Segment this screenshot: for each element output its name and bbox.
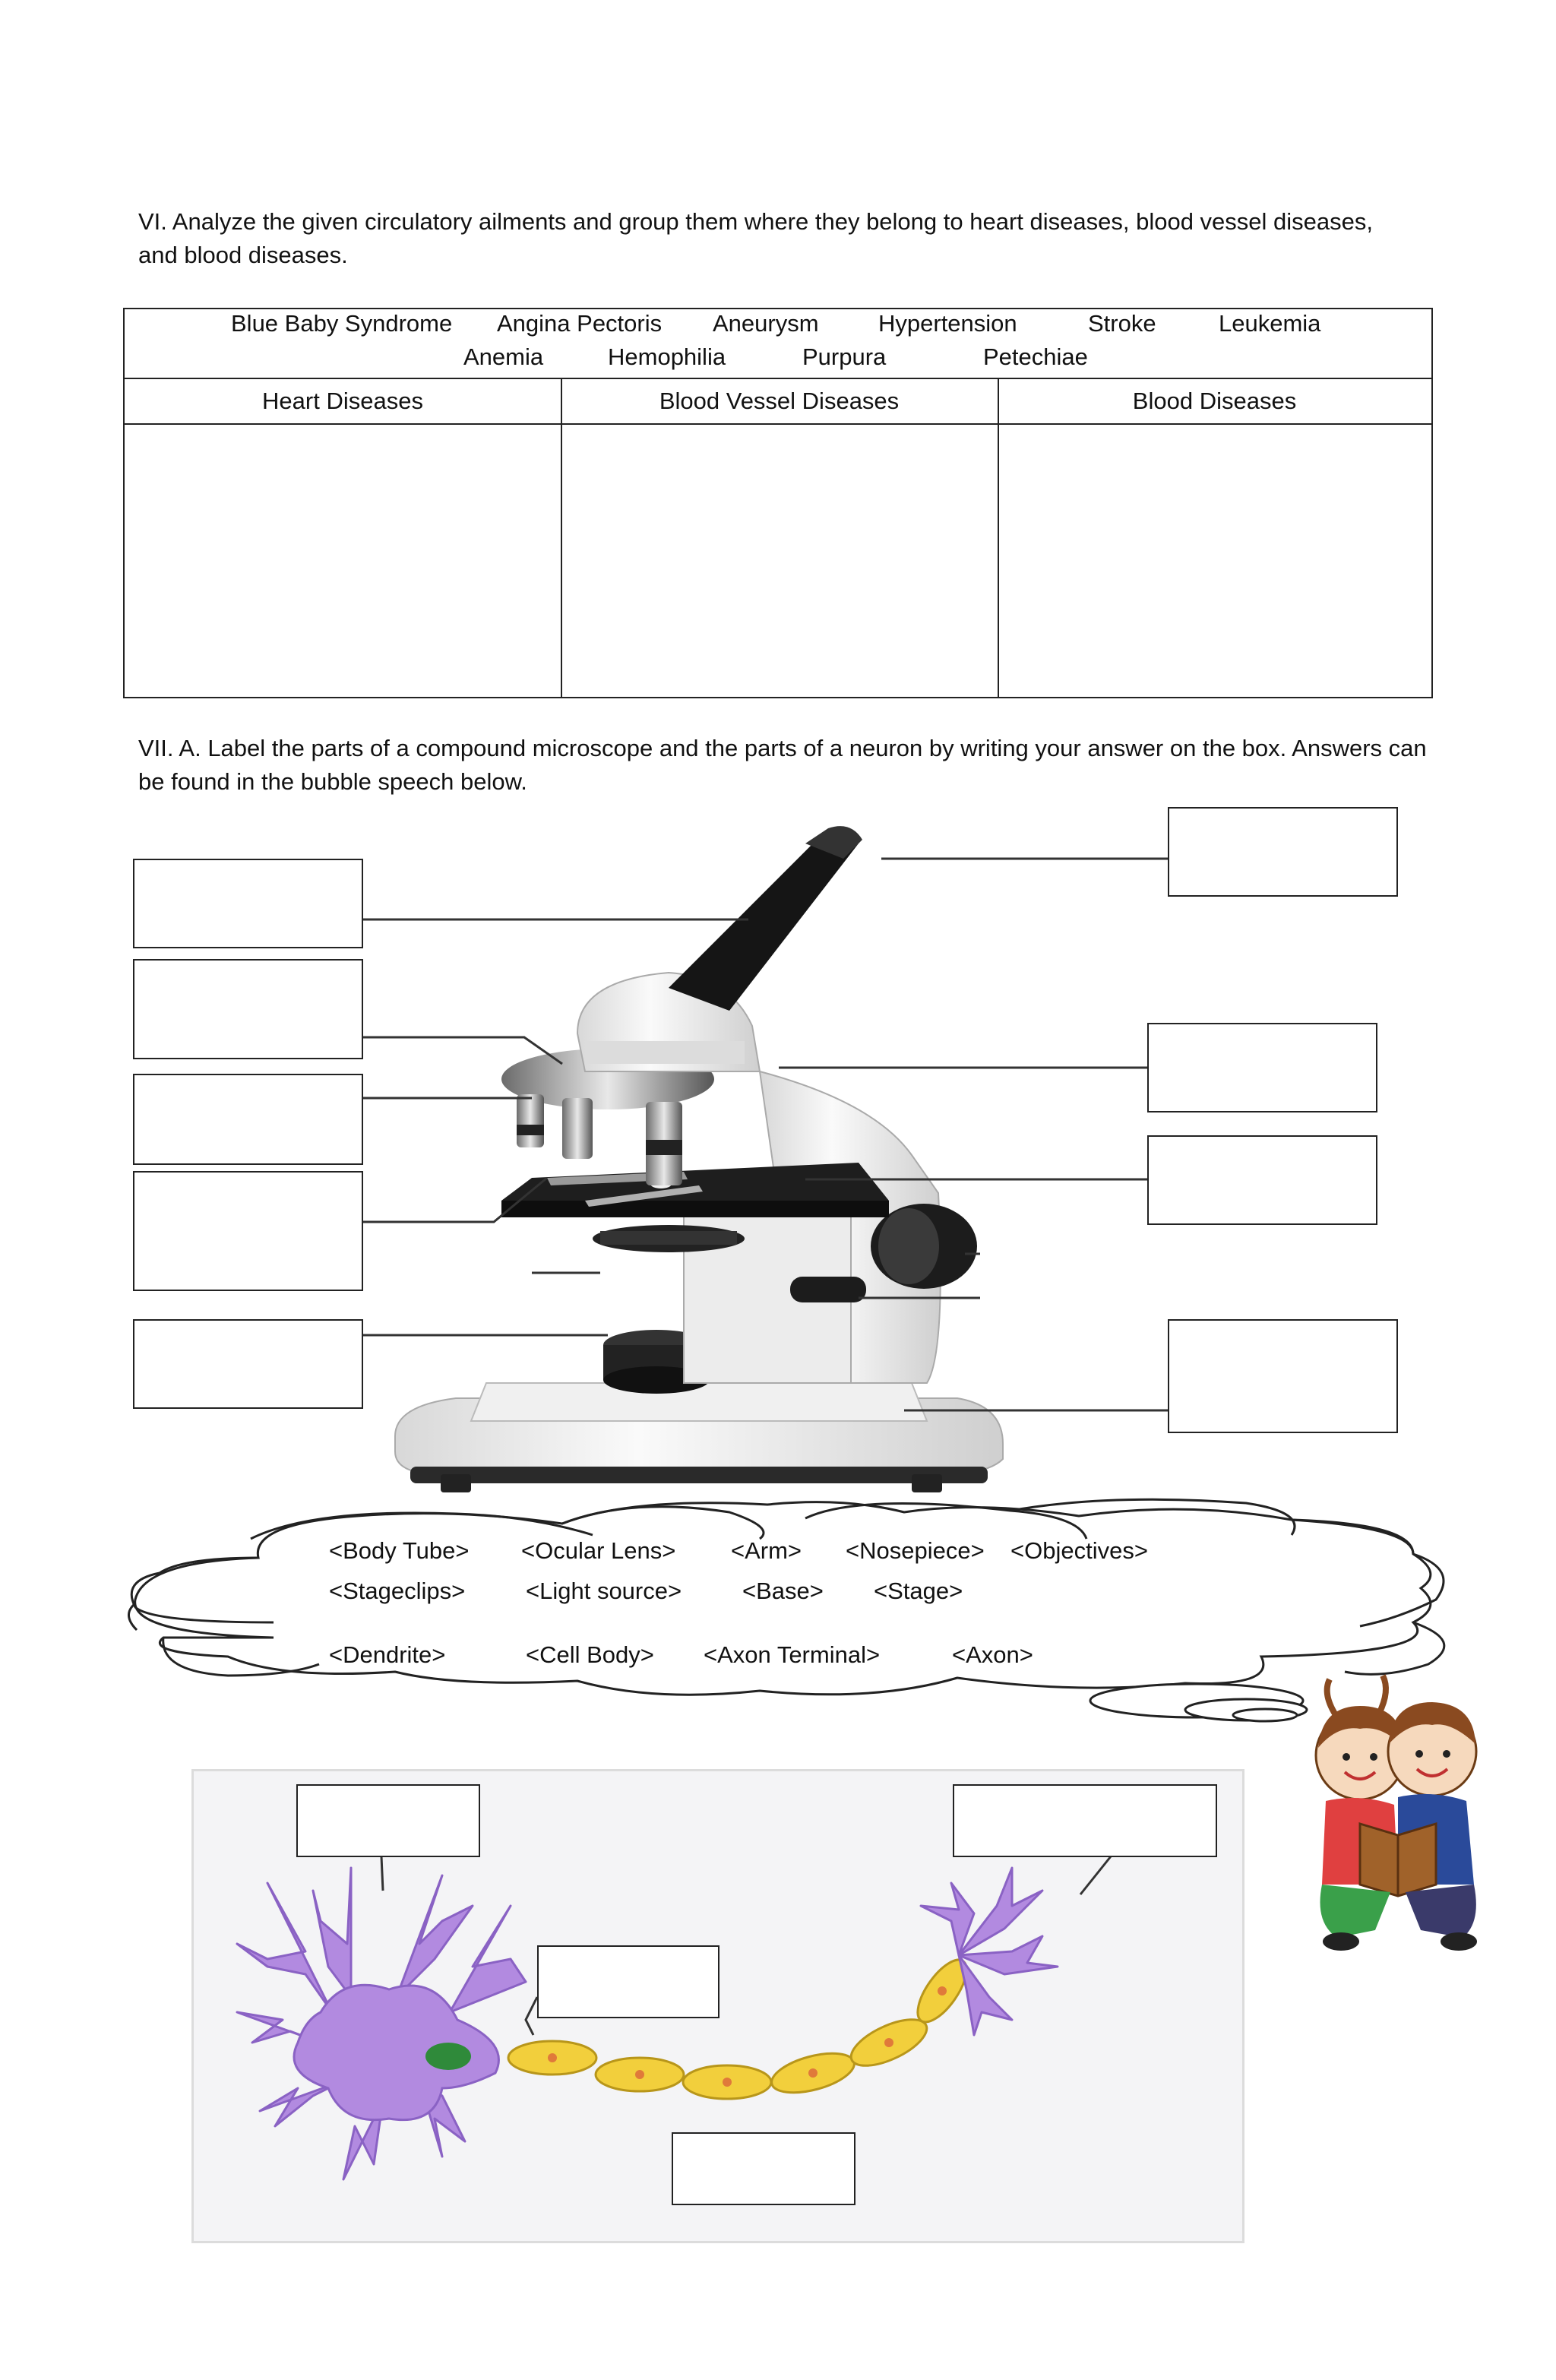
bubble-word-nosepiece: <Nosepiece> [846,1537,985,1564]
microscope-label-box-5[interactable] [133,1319,363,1409]
choice-angina-pectoris: Angina Pectoris [497,310,663,337]
bubble-word-cell-body: <Cell Body> [526,1641,654,1668]
microscope-label-box-8[interactable] [1147,1135,1377,1225]
microscope-label-box-4[interactable] [133,1171,363,1291]
choice-blue-baby-syndrome: Blue Baby Syndrome [231,310,453,337]
bubble-word-axon-terminal: <Axon Terminal> [704,1641,881,1668]
choice-purpura: Purpura [802,343,887,370]
bubble-word-dendrite: <Dendrite> [329,1641,446,1668]
bubble-word-objectives: <Objectives> [1010,1537,1148,1564]
bubble-word-stageclips: <Stageclips> [329,1578,466,1604]
column-blood-vessel-diseases: Blood Vessel Diseases [659,388,900,414]
choice-stroke: Stroke [1088,310,1156,337]
choice-hemophilia: Hemophilia [608,343,726,370]
microscope-label-box-9[interactable] [1168,1319,1398,1433]
choice-hypertension: Hypertension [878,310,1017,337]
microscope-label-box-6[interactable] [1168,807,1398,897]
microscope-label-box-1[interactable] [133,859,363,948]
section-6-instruction: VI. Analyze the given circulatory ailments and group them where they belong to heart diseases, blood vessel diseases, and blood diseases. [138,208,1373,268]
ailment-table [123,308,1433,698]
answer-cell-heart[interactable] [125,425,561,698]
bubble-word-ocular-lens: <Ocular Lens> [521,1537,676,1564]
neuron-label-box-2[interactable] [953,1784,1217,1857]
ailment-choices [125,309,1431,379]
bubble-word-axon: <Axon> [952,1641,1033,1668]
microscope-label-box-7[interactable] [1147,1023,1377,1112]
column-headers [125,379,1431,425]
column-heart-diseases: Heart Diseases [262,388,423,414]
answer-cell-blood[interactable] [999,425,1431,698]
bubble-word-base: <Base> [742,1578,824,1604]
choice-aneurysm: Aneurysm [713,310,819,337]
section-7-instruction: VII. A. Label the parts of a compound microscope and the parts of a neuron by writing your answer on the box. Answers can be found in the bubble speech below. [138,735,1427,795]
column-blood-diseases: Blood Diseases [1132,388,1297,414]
microscope-label-box-2[interactable] [133,959,363,1059]
answer-cell-blood-vessel[interactable] [562,425,998,698]
kids-reading-clipart [1307,1672,1489,1976]
neuron-label-box-1[interactable] [296,1784,480,1857]
choice-leukemia: Leukemia [1219,310,1321,337]
bubble-word-arm: <Arm> [731,1537,802,1564]
bubble-word-body-tube: <Body Tube> [329,1537,470,1564]
choice-anemia: Anemia [463,343,544,370]
bubble-word-light-source: <Light source> [526,1578,682,1604]
neuron-label-box-3[interactable] [537,1945,719,2018]
neuron-label-box-4[interactable] [672,2132,855,2205]
microscope-label-box-3[interactable] [133,1074,363,1165]
bubble-word-stage: <Stage> [874,1578,963,1604]
choice-petechiae: Petechiae [983,343,1088,370]
